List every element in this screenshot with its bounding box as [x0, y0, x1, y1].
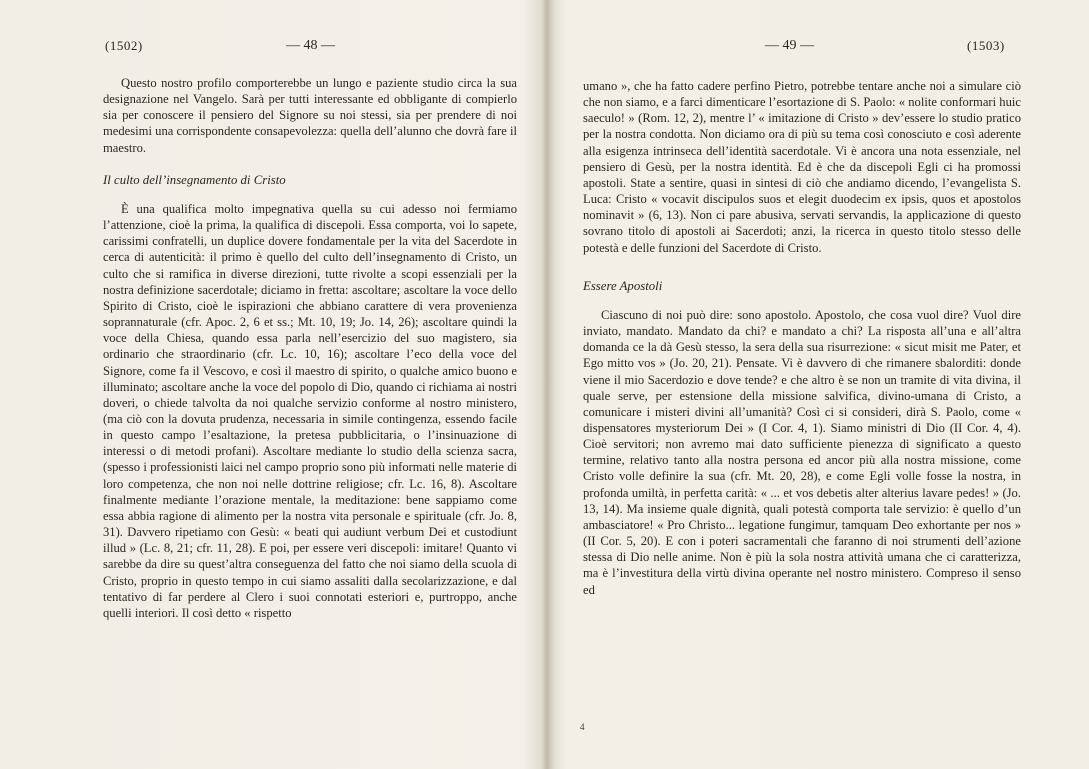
book-gutter	[541, 0, 555, 769]
continuation-paragraph: umano », che ha fatto cadere perfino Pietro, potrebbe tentare anche noi a simulare ciò che non siamo, e a farci dimenticare l’esortazione di S. Paolo: « nolite conformari huic saeculo! » (Rom. 12, 2), mentre l’ « imitazione di Cristo » dev’essere lo studio pratico per la nostra condotta. Non diciamo ora di più su tema così conosciuto e così aderente alla esigenza intrinseca dell’identità sacerdotale. Vi è ancora una nota essenziale, nel pensiero di Gesù, per la nostra identità. Ed è che da discepoli Egli ci ha promossi apostoli. State a sentire, quasi in sintesi di ciò che andiamo dicendo, l’evangelista S. Luca: Cristo « vocavit discipulos suos et elegit duodecim ex ipsis, quos et apostolos nominavit » (6, 13). Non ci pare abusiva, servati servandis, la applicazione di questo sovrano titolo di apostoli ai Sacerdoti; anzi, la ricerca in questo titolo stesso delle potestà e delle funzioni del Sacerdote di Cristo.	[583, 79, 1021, 255]
section-title: Essere Apostoli	[583, 278, 663, 293]
signature-mark: 4	[580, 722, 585, 732]
marginal-number: (1503)	[967, 38, 1005, 53]
body-paragraph: È una qualifica molto impegnativa quella su cui adesso noi fermiamo l’attenzione, cioè la prima, la qualifica di discepoli. Essa comporta, voi lo sapete, carissimi confratelli, un duplice dovere fondamentale per la vita del Sacerdote in cerca di autenticità: il primo è quello del culto dell’insegnamento di Cristo, un culto che si ramifica in diverse direzioni, tutte rivolte a scopi essenziali per la nostra definizione sacerdotale; diciamo in fretta: ascoltare; ascoltare la voce dello Spirito di Cristo, cioè le ispirazioni che abbiano carattere di vera provenienza soprannaturale (cfr. Apoc. 2, 6 et ss.; Mt. 10, 19; Jo. 14, 26); ascoltare quindi la voce della Chiesa, quando essa parla nell’esercizio del suo magistero, sia ordinario che straordinario (cfr. Lc. 10, 16); ascoltare l’eco della voce del Signore, come fa il Vescovo, e così il maestro di spirito, o qualche amico buono e illuminato; ascoltare anche la voce del popolo di Dio, quando ci richiama ai nostri doveri, o chiede talvolta da noi qualche servizio conforme al nostro ministero, (ma ciò con la dovuta prudenza, necessaria in simile contingenza, essendo facile in questo campo l’esaltazione, la pretesa pubblicitaria, o l’insinuazione di interessi o di metodi profani). Ascoltare mediante lo studio della scienza sacra, (spesso i professionisti laici nel campo proprio sono più informati nelle materie di loro competenza, che non noi nelle dottrine religiose; cfr. Lc. 16, 8). Ascoltare finalmente mediante l’orazione mentale, la meditazione: bene sappiamo come essa abbia ragione di alimento per la nostra vita personale e spirituale (cfr. Jo. 8, 31). Davvero ripetiamo con Gesù: « beati qui audiunt verbum Dei et custodiunt illud » (Lc. 8, 21; cfr. 11, 28). E poi, per essere veri discepoli: imitare! Quanto vi sarebbe da dire su quest’altra conseguenza del fatto che noi siamo della scuola di Cristo, proprio in questo tempo in cui siamo assaliti dalla secolarizzazione, e dal tentativo di far perdere al Clero i suoi connotati esteriori e, purtroppo, anche quelli interiori. Il così detto « rispetto	[103, 201, 517, 620]
page-number: — 49 —	[765, 38, 814, 53]
intro-paragraph: Questo nostro profilo comporterebbe un lungo e paziente studio circa la sua designazione nel Vangelo. Sarà per tutti interessante ed obbligante di compierlo sia per conoscere il pensiero del Signore su noi stessi, sia per prendere di noi medesimi una corrispondente consapevolezza: quella dell’alunno che dovrà fare il maestro.	[103, 76, 517, 155]
left-page	[0, 0, 541, 769]
section-title: Il culto dell’insegnamento di Cristo	[103, 172, 286, 187]
page-number: — 48 —	[286, 38, 335, 53]
right-page	[555, 0, 1089, 769]
left-column	[103, 75, 517, 621]
body-paragraph: Ciascuno di noi può dire: sono apostolo. Apostolo, che cosa vuol dire? Vuol dire inviato, mandato. Mandato da chi? e mandato a chi? La risposta all’una e all’altra domanda ce la dà Gesù stesso, la sera della sua risurrezione: « sicut misit me Pater, et Ego mitto vos » (Jo. 20, 21). Pensate. Vi è davvero di che rimanere sbalorditi: donde viene il mio Sacerdozio e dove tende? e che altro è se non un tramite di vita divina, il quale serve, per estensione della missione salvifica, divino-umana di Cristo, a comunicare i misteri divini all’umanità? Così ci si consideri, dirà S. Paolo, come « dispensatores mysteriorum Dei » (I Cor. 4, 1). Siamo ministri di Dio (II Cor. 4, 4). Cioè servitori; non avremo mai dato sufficiente pienezza di significato a questo termine, relativo tanto alla nostra persona ed ancor più alla nostra missione, come Cristo volle definire la sua (cfr. Mt. 20, 28), e come Egli volle fosse la nostra, in profonda umiltà, in perfetta carità: « ... et vos debetis alter alterius lavare pedes! » (Jo. 13, 14). Ma insieme quale dignità, quali potestà comporta tale servizio: è quello d’un ambasciatore! « Pro Christo... legatione fungimur, tamquam Deo exhortante per nos » (II Cor. 5, 20). E con i poteri sacramentali che faranno di noi strumenti dell’azione stessa di Dio nelle anime. Non è più la sola nostra attività umana che ci caratterizza, ma è l’investitura della virtù divina operante nel nostro ministero. Compreso il senso ed	[583, 307, 1021, 597]
right-column	[583, 78, 1021, 598]
marginal-number: (1502)	[105, 38, 143, 53]
